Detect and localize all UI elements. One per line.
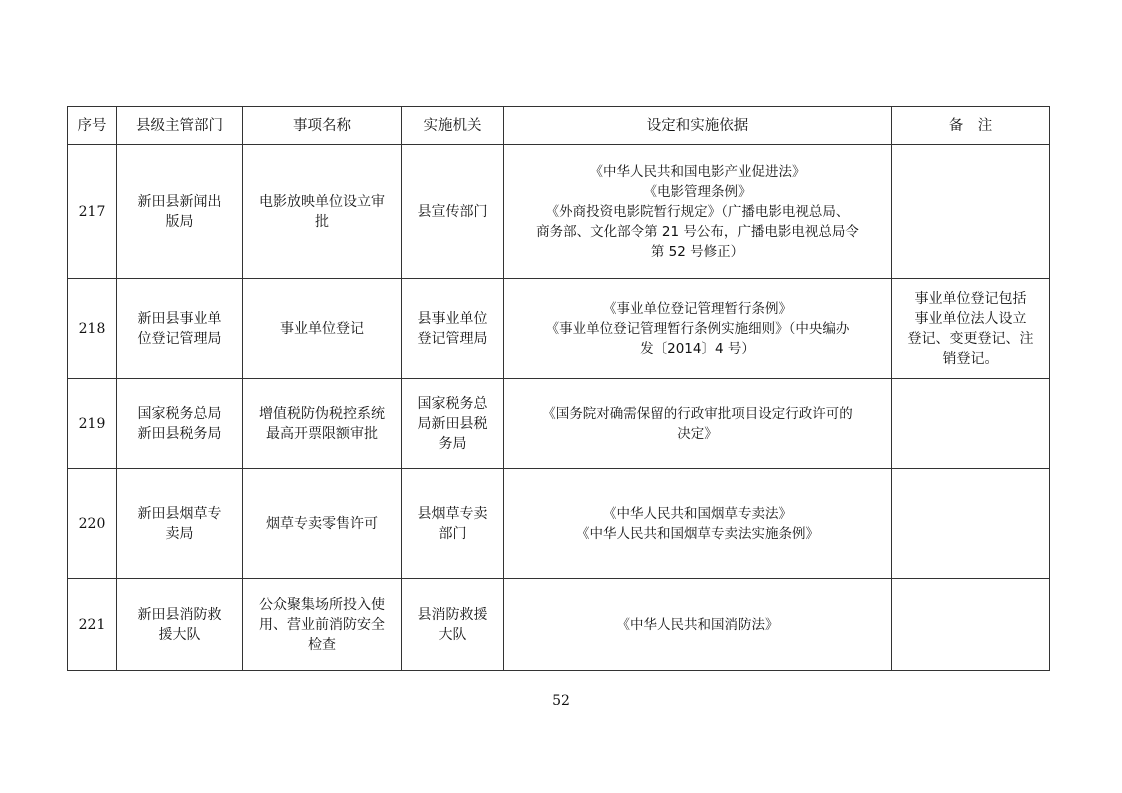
cell-seq-no: 217 [68, 145, 117, 279]
page-number: 52 [552, 693, 570, 709]
cell-legal-basis: 《中华人民共和国电影产业促进法》 《电影管理条例》 《外商投资电影院暂行规定》（广播电影电视总局、 商务部、文化部令第 21 号公布，广播电影电视总局令 第 52 号修正） [504, 145, 892, 279]
table-row [68, 279, 1050, 379]
cell-county-dept: 新田县事业单 位登记管理局 [117, 279, 243, 379]
cell-remarks [892, 579, 1050, 671]
cell-remarks [892, 145, 1050, 279]
cell-item-name: 烟草专卖零售许可 [243, 469, 402, 579]
table-row [68, 579, 1050, 671]
cell-seq-no: 220 [68, 469, 117, 579]
cell-remarks: 事业单位登记包括 事业单位法人设立 登记、变更登记、注 销登记。 [892, 279, 1050, 379]
cell-seq-no: 219 [68, 379, 117, 469]
cell-legal-basis: 《国务院对确需保留的行政审批项目设定行政许可的 决定》 [504, 379, 892, 469]
cell-item-name: 电影放映单位设立审 批 [243, 145, 402, 279]
cell-agency: 县事业单位 登记管理局 [402, 279, 504, 379]
header-seq-no: 序号 [68, 107, 117, 145]
table-row [68, 145, 1050, 279]
cell-item-name: 增值税防伪税控系统 最高开票限额审批 [243, 379, 402, 469]
table-header [68, 107, 1050, 145]
cell-agency: 县宣传部门 [402, 145, 504, 279]
cell-seq-no: 221 [68, 579, 117, 671]
cell-county-dept: 新田县消防救 援大队 [117, 579, 243, 671]
administrative-items-table [67, 106, 1050, 671]
header-legal-basis: 设定和实施依据 [504, 107, 892, 145]
table-body [68, 145, 1050, 671]
cell-county-dept: 新田县新闻出 版局 [117, 145, 243, 279]
cell-seq-no: 218 [68, 279, 117, 379]
cell-county-dept: 国家税务总局 新田县税务局 [117, 379, 243, 469]
header-remarks: 备 注 [892, 107, 1050, 145]
table-row [68, 469, 1050, 579]
table-row [68, 379, 1050, 469]
cell-county-dept: 新田县烟草专 卖局 [117, 469, 243, 579]
cell-agency: 县消防救援 大队 [402, 579, 504, 671]
cell-legal-basis: 《事业单位登记管理暂行条例》 《事业单位登记管理暂行条例实施细则》（中央编办 发〔2014〕4 号） [504, 279, 892, 379]
cell-remarks [892, 469, 1050, 579]
cell-legal-basis: 《中华人民共和国烟草专卖法》 《中华人民共和国烟草专卖法实施条例》 [504, 469, 892, 579]
header-row [68, 107, 1050, 145]
cell-agency: 国家税务总 局新田县税 务局 [402, 379, 504, 469]
cell-legal-basis: 《中华人民共和国消防法》 [504, 579, 892, 671]
cell-agency: 县烟草专卖 部门 [402, 469, 504, 579]
header-item-name: 事项名称 [243, 107, 402, 145]
cell-remarks [892, 379, 1050, 469]
header-county-dept: 县级主管部门 [117, 107, 243, 145]
cell-item-name: 事业单位登记 [243, 279, 402, 379]
header-agency: 实施机关 [402, 107, 504, 145]
cell-item-name: 公众聚集场所投入使 用、营业前消防安全 检查 [243, 579, 402, 671]
